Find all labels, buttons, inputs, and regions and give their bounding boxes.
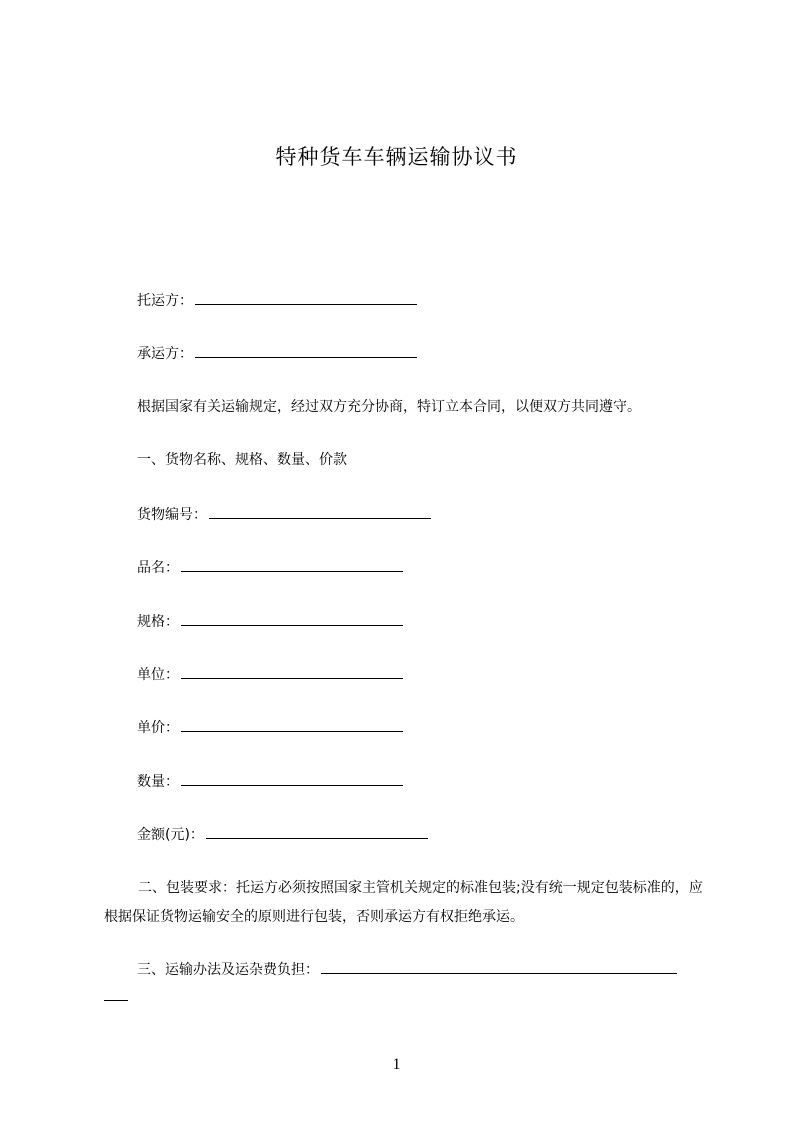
unit-price-blank [181, 716, 403, 732]
carrier-line [137, 342, 417, 365]
section-3-label: 三、运输办法及运杂费负担： [137, 962, 319, 978]
section-3-blank [321, 958, 677, 974]
carrier-blank [195, 342, 417, 358]
shipper-blank [195, 289, 417, 305]
unit-price-label: 单价： [137, 720, 179, 736]
quantity-blank [181, 770, 403, 786]
cargo-no-label: 货物编号： [137, 507, 207, 523]
amount-label: 金额(元)： [137, 827, 204, 843]
shipper-line [137, 289, 417, 312]
shipper-label: 托运方： [137, 293, 193, 309]
intro-text: 根据国家有关运输规定，经过双方充分协商，特订立本合同，以便双方共同遵守。 [137, 399, 641, 415]
section-1-heading: 一、货物名称、规格、数量、价款 [137, 452, 347, 468]
quantity-label: 数量： [137, 774, 179, 790]
amount-blank [206, 823, 428, 839]
product-name-line [137, 556, 403, 579]
quantity-line [137, 770, 403, 793]
unit-line [137, 663, 403, 686]
unit-label: 单位： [137, 667, 179, 683]
amount-line [137, 823, 428, 846]
cargo-no-line [137, 503, 431, 526]
spec-blank [181, 610, 403, 626]
carrier-label: 承运方： [137, 346, 193, 362]
page-number: 1 [392, 1056, 401, 1073]
unit-blank [181, 663, 403, 679]
spec-label: 规格： [137, 614, 179, 630]
section-3-line [137, 958, 677, 981]
section-3-blank-continuation [104, 1000, 128, 1001]
section-2-paragraph: 二、包装要求：托运方必须按照国家主管机关规定的标准包装;没有统一规定包装标准的，应根据保证货物运输安全的原则进行包装，否则承运方有权拒绝承运。 [104, 880, 703, 925]
product-name-label: 品名： [137, 560, 179, 576]
unit-price-line [137, 716, 403, 739]
cargo-no-blank [209, 503, 431, 519]
document-title: 特种货车车辆运输协议书 [275, 145, 518, 169]
spec-line [137, 610, 403, 633]
product-name-blank [181, 556, 403, 572]
